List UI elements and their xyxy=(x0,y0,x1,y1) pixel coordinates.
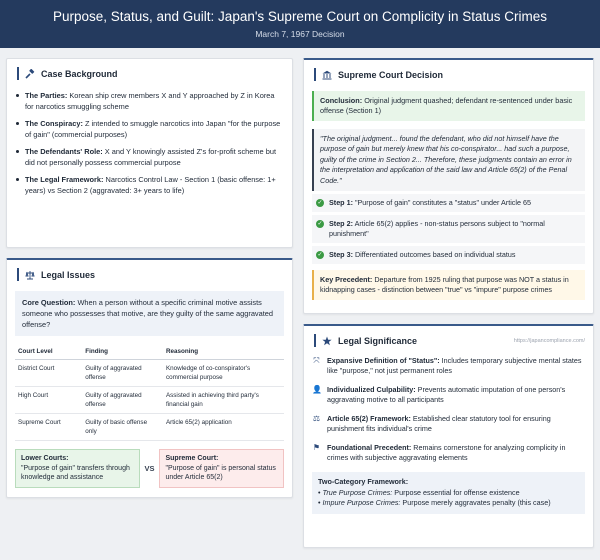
step-body xyxy=(329,219,581,239)
item-label: The Defendants' Role: xyxy=(25,147,103,156)
versus-label: VS xyxy=(144,463,155,473)
table-cell: Assisted in achieving third party's financial gain xyxy=(163,387,284,414)
table-cell: Guilty of aggravated offense xyxy=(82,387,163,414)
significance-heading xyxy=(312,334,417,347)
page-title: Purpose, Status, and Guilt: Japan's Supreme Court on Complicity in Status Crimes xyxy=(52,9,548,24)
significance-item xyxy=(312,414,585,434)
table-row xyxy=(15,387,284,414)
right-column xyxy=(303,58,594,548)
item-label: Foundational Precedent: xyxy=(327,443,412,452)
step-label: Step 1: xyxy=(329,198,353,208)
table-cell: High Court xyxy=(15,387,82,414)
precedent-label: Key Precedent: xyxy=(320,275,373,285)
item-body xyxy=(327,414,585,434)
courthouse-icon xyxy=(322,70,332,80)
expand-icon: ⤧ xyxy=(313,356,320,365)
precedent-text: Departure from 1925 ruling that purpose was NOT a status in kidnapping cases - distinction between "true" vs "impure" purpose crimes xyxy=(320,275,569,295)
significance-item xyxy=(312,443,585,463)
user-check-icon: 👤 xyxy=(312,385,322,394)
check-circle-icon: ✓ xyxy=(317,252,323,259)
table-cell: Guilty of basic offense only xyxy=(82,414,163,441)
step-item xyxy=(312,194,585,212)
two-category-framework xyxy=(312,472,585,514)
lower-courts-box xyxy=(15,449,140,488)
item-text: Remains cornerstone for analyzing complicity in crimes with subjective aggravating elements xyxy=(327,443,566,462)
court-comparison xyxy=(15,449,284,488)
column-header: Finding xyxy=(82,344,163,360)
step-item xyxy=(312,246,585,264)
item-text: Korean ship crew members X and Y approached by Z in Korea for narcotics smuggling scheme xyxy=(25,91,275,111)
item-text: X and Y knowingly assisted Z's for-profit scheme but did not personally possess commercial purpose xyxy=(25,147,276,167)
heading-accent-bar xyxy=(17,268,19,281)
column-header: Court Level xyxy=(15,344,82,360)
framework-item-text: Purpose essential for offense existence xyxy=(392,487,520,497)
check-circle-icon: ✓ xyxy=(317,200,323,207)
judgment-quote: "The original judgment... found the defendant, who did not himself have the purpose of gain but merely knew that his co-conspirator... had such a purpose, guilty of the crime in Section 2... Therefore, these judgments contain an error in the interpretation and application of the said law and Article 65(2) of the Penal Code." xyxy=(312,129,585,191)
balance-icon: ⚖ xyxy=(312,414,321,423)
list-item xyxy=(15,174,284,196)
framework-item-label: Impure Purpose Crimes: xyxy=(322,498,401,507)
item-text: Established clear statutory tool for ensuring punishment fits individual's crime xyxy=(327,414,551,433)
framework-item: • True Purpose Crimes: Purpose essential for offense existence xyxy=(318,487,520,497)
heading-accent-bar xyxy=(314,334,316,347)
check-circle-icon: ✓ xyxy=(317,221,323,228)
step-item xyxy=(312,215,585,243)
core-question xyxy=(15,291,284,336)
legal-issues-card xyxy=(6,258,293,498)
column-header: Reasoning xyxy=(163,344,284,360)
step-body xyxy=(329,198,531,208)
item-text: Z intended to smuggle narcotics into Japan "for the purpose of gain" (commercial purposes) xyxy=(25,119,281,139)
list-item xyxy=(15,118,284,140)
page-header xyxy=(0,0,600,48)
lower-courts-label: Lower Courts: xyxy=(21,455,69,462)
conclusion-text: Original judgment quashed; defendant re-sentenced under basic offense (Section 1) xyxy=(320,96,573,115)
list-item xyxy=(15,146,284,168)
supreme-court-text: "Purpose of gain" is personal status under Article 65(2) xyxy=(165,464,276,481)
core-question-text: When a person without a specific criminal motive assists someone who possesses that motive, are they guilty of the same aggravated offense? xyxy=(22,298,274,329)
step-label: Step 3: xyxy=(329,250,353,260)
significance-item xyxy=(312,385,585,405)
step-text: Article 65(2) applies - non-status persons subject to "normal punishment" xyxy=(329,219,545,239)
content-area xyxy=(0,48,600,560)
heading-accent-bar xyxy=(314,68,316,81)
significance-item xyxy=(312,356,585,376)
case-background-title: Case Background xyxy=(41,68,118,79)
framework-item-text: Purpose merely aggravates penalty (this case) xyxy=(400,498,551,507)
step-text: Differentiated outcomes based on individual status xyxy=(352,250,516,260)
item-label: Expansive Definition of "Status": xyxy=(327,356,440,365)
key-precedent-box xyxy=(312,270,585,300)
table-cell: District Court xyxy=(15,360,82,387)
item-label: The Parties: xyxy=(25,91,68,100)
table-row xyxy=(15,360,284,387)
item-text: Prevents automatic imputation of one person's aggravating motive to all participants xyxy=(327,385,566,404)
heading-accent-bar xyxy=(17,67,19,80)
case-background-heading xyxy=(15,67,284,80)
framework-item-label: True Purpose Crimes: xyxy=(322,487,393,497)
scales-icon xyxy=(25,270,35,280)
table-cell: Knowledge of co-conspirator's commercial purpose xyxy=(163,360,284,387)
decision-heading xyxy=(312,68,585,81)
table-cell: Guilty of aggravated offense xyxy=(82,360,163,387)
item-text: Narcotics Control Law - Section 1 (basic offense: 1+ years) vs Section 2 (aggravated: 3+ years to life) xyxy=(25,175,276,195)
legal-significance-card xyxy=(303,324,594,548)
item-label: Individualized Culpability: xyxy=(327,385,416,394)
left-column xyxy=(6,58,293,498)
item-body xyxy=(327,443,585,463)
conclusion-box xyxy=(312,91,585,121)
table-header-row xyxy=(15,344,284,360)
significance-header xyxy=(312,334,585,347)
source-url: https://japancompliance.com/ xyxy=(513,337,585,344)
star-icon xyxy=(322,336,332,346)
table-row xyxy=(15,414,284,441)
item-label: The Legal Framework: xyxy=(25,175,104,184)
list-item xyxy=(15,90,284,112)
case-background-list xyxy=(15,90,284,196)
item-label: The Conspiracy: xyxy=(25,119,83,128)
core-question-label: Core Question: xyxy=(22,298,76,307)
conclusion-label: Conclusion: xyxy=(320,96,363,105)
gavel-icon xyxy=(25,69,35,79)
item-body xyxy=(327,356,585,376)
item-body xyxy=(327,385,585,405)
supreme-court-box xyxy=(159,449,284,488)
table-cell: Supreme Court xyxy=(15,414,82,441)
supreme-court-label: Supreme Court: xyxy=(165,455,219,462)
framework-title: Two-Category Framework: xyxy=(318,477,409,486)
step-text: "Purpose of gain" constitutes a "status" under Article 65 xyxy=(352,198,531,208)
legal-issues-title: Legal Issues xyxy=(41,269,96,280)
table-cell: Article 65(2) application xyxy=(163,414,284,441)
legal-issues-heading xyxy=(15,268,284,281)
item-label: Article 65(2) Framework: xyxy=(327,414,411,423)
flag-icon: ⚑ xyxy=(312,443,321,452)
step-label: Step 2: xyxy=(329,219,353,229)
step-body xyxy=(329,250,515,260)
supreme-court-decision-card xyxy=(303,58,594,314)
framework-item: • Impure Purpose Crimes: Purpose merely aggravates penalty (this case) xyxy=(318,498,551,507)
lower-courts-text: "Purpose of gain" transfers through knowledge and assistance xyxy=(21,464,130,481)
decision-date: March 7, 1967 Decision xyxy=(255,29,345,39)
item-text: Includes temporary subjective mental states like "purpose," not just permanent roles xyxy=(327,356,582,375)
decision-title: Supreme Court Decision xyxy=(338,69,444,80)
case-background-card xyxy=(6,58,293,248)
court-findings-table xyxy=(15,344,284,441)
significance-title: Legal Significance xyxy=(338,335,418,346)
